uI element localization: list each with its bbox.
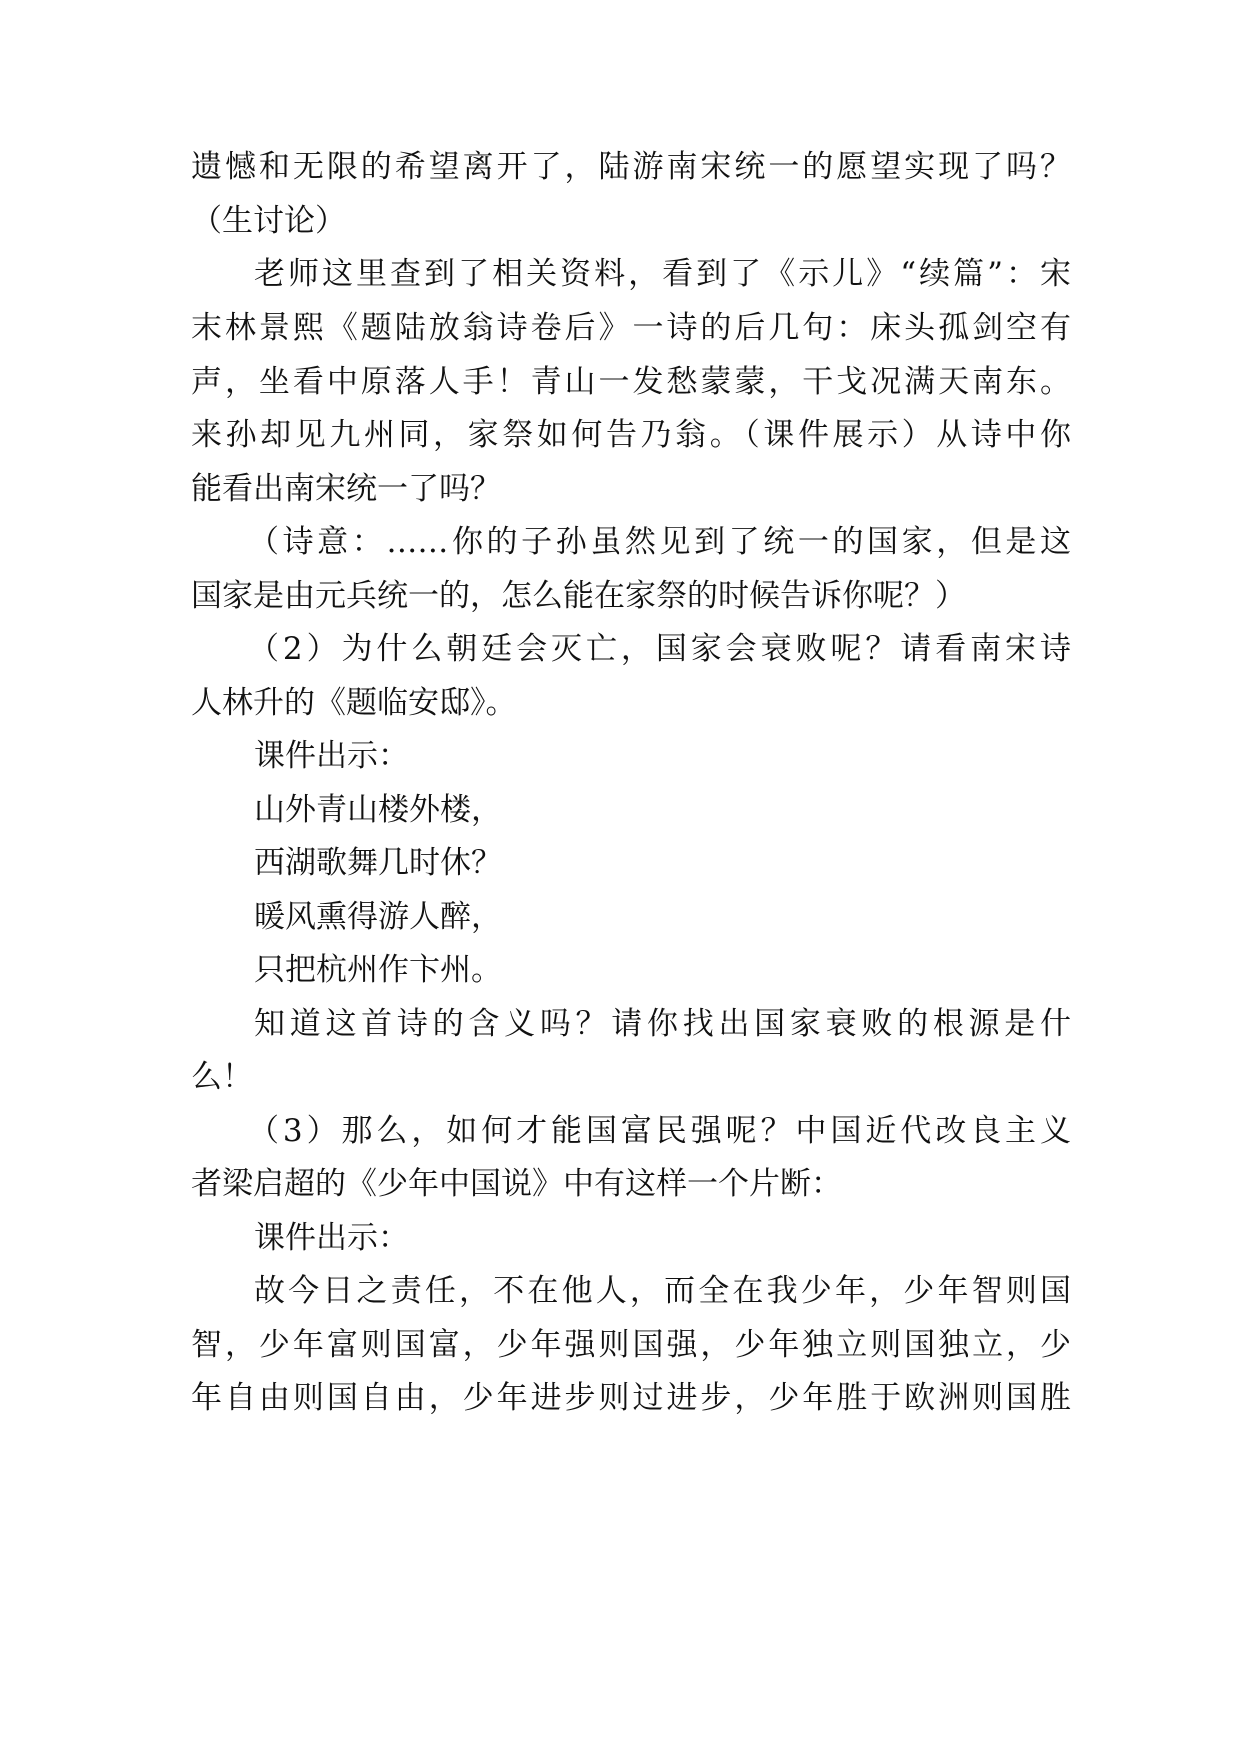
text-line-21: 课件出示： bbox=[254, 1220, 409, 1256]
poem-line-2: 西湖歌舞几时休？ bbox=[254, 845, 502, 881]
text-line-19: （3）那么，如何才能国富民强呢？中国近代改良主义 bbox=[248, 1113, 1071, 1149]
text-line-12: 课件出示： bbox=[254, 738, 409, 774]
text-line-1: 遗憾和无限的希望离开了，陆游南宋统一的愿望实现了吗？ bbox=[191, 149, 1071, 185]
text-line-9: 国家是由元兵统一的，怎么能在家祭的时候告诉你呢？） bbox=[191, 578, 966, 614]
poem-line-1: 山外青山楼外楼， bbox=[254, 792, 502, 828]
text-line-7: 能看出南宋统一了吗？ bbox=[191, 471, 501, 507]
text-line-3: 老师这里查到了相关资料，看到了《示儿》“续篇”：宋 bbox=[254, 256, 1071, 292]
text-line-2: （生讨论） bbox=[191, 203, 346, 239]
text-line-20: 者梁启超的《少年中国说》中有这样一个片断： bbox=[191, 1166, 842, 1202]
text-line-10: （2）为什么朝廷会灭亡，国家会衰败呢？请看南宋诗 bbox=[248, 631, 1071, 667]
text-line-17: 知道这首诗的含义吗？请你找出国家衰败的根源是什 bbox=[254, 1006, 1071, 1042]
text-line-6: 来孙却见九州同，家祭如何告乃翁。（课件展示）从诗中你 bbox=[191, 417, 1071, 453]
text-line-4: 末林景熙《题陆放翁诗卷后》一诗的后几句：床头孤剑空有 bbox=[191, 310, 1071, 346]
poem-line-3: 暖风熏得游人醉， bbox=[254, 899, 502, 935]
text-line-24: 年自由则国自由，少年进步则过进步，少年胜于欧洲则国胜 bbox=[191, 1380, 1071, 1416]
text-line-18: 么！ bbox=[191, 1059, 253, 1095]
text-line-22: 故今日之责任，不在他人，而全在我少年，少年智则国 bbox=[254, 1273, 1071, 1309]
text-line-23: 智，少年富则国富，少年强则国强，少年独立则国独立，少 bbox=[191, 1327, 1071, 1363]
text-line-8: （诗意：……你的子孙虽然见到了统一的国家，但是这 bbox=[248, 524, 1071, 560]
text-line-5: 声，坐看中原落人手！青山一发愁蒙蒙，干戈况满天南东。 bbox=[191, 364, 1071, 400]
poem-line-4: 只把杭州作卞州。 bbox=[254, 952, 502, 988]
text-line-11: 人林升的《题临安邸》。 bbox=[191, 685, 517, 721]
